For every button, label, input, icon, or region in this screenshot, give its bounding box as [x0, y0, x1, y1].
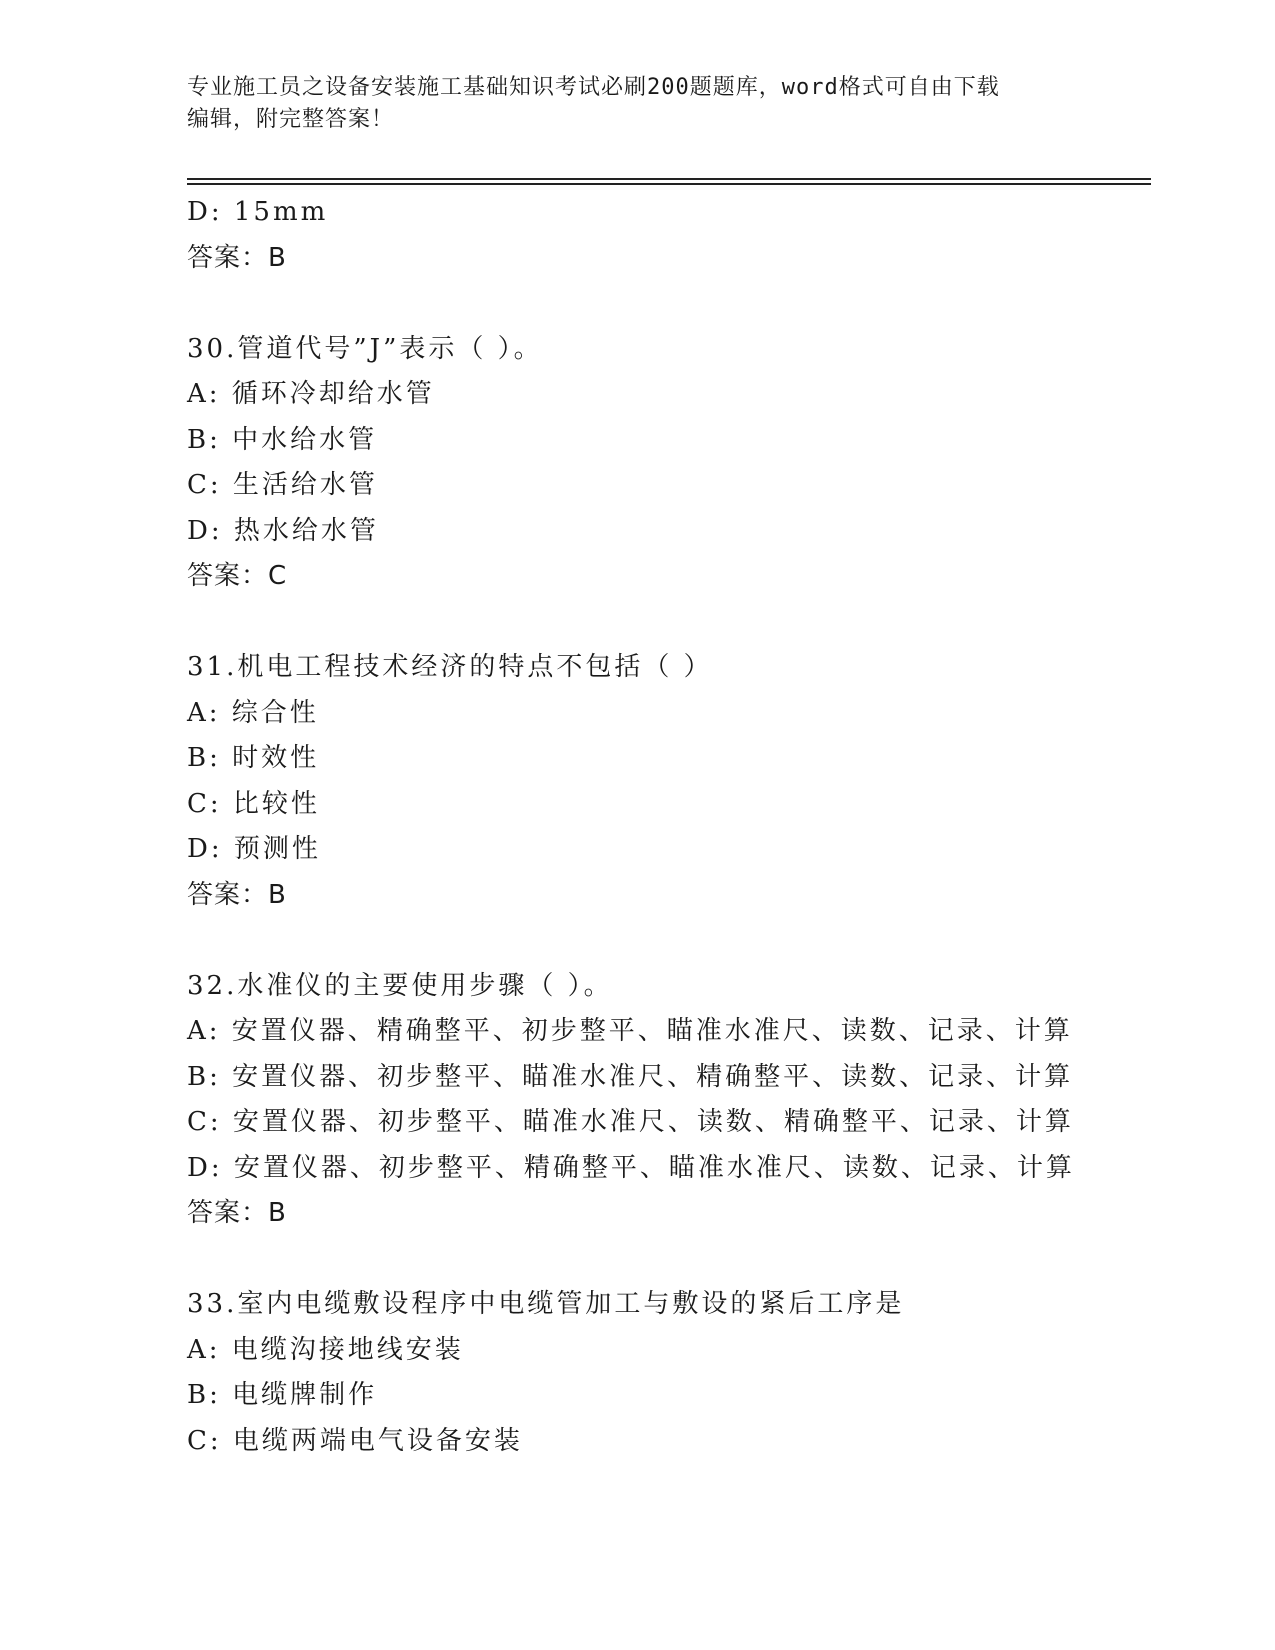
option-d: D: 15mm: [187, 197, 329, 227]
option-b: B: 中水给水管: [187, 424, 378, 455]
spacer: [187, 1237, 1147, 1283]
option-c: C: 生活给水管: [187, 470, 378, 500]
answer: 答案：B: [187, 879, 287, 910]
spacer: [187, 281, 1147, 327]
question-32: [187, 964, 1147, 1237]
option-a: A: 循环冷却给水管: [187, 379, 435, 409]
question-text: 31.机电工程技术经济的特点不包括（ ）: [187, 652, 713, 682]
answer: 答案：B: [187, 1198, 287, 1228]
header-title-line-1: 专业施工员之设备安装施工基础知识考试必刷200题题库，word格式可自由下载: [187, 75, 1000, 100]
option-b: B: 电缆牌制作: [187, 1380, 378, 1410]
header-divider-bottom: [187, 183, 1151, 185]
option-a: A: 安置仪器、精确整平、初步整平、瞄准水准尺、读数、记录、计算: [187, 1016, 1073, 1046]
option-c: C: 比较性: [187, 788, 320, 819]
question-text: 33.室内电缆敷设程序中电缆管加工与敷设的紧后工序是: [187, 1289, 905, 1319]
option-b: B: 安置仪器、初步整平、瞄准水准尺、精确整平、读数、记录、计算: [187, 1061, 1074, 1092]
question-30: [187, 327, 1147, 600]
question-text: 32.水准仪的主要使用步骤（ ）。: [187, 970, 613, 1001]
option-d: D: 安置仪器、初步整平、精确整平、瞄准水准尺、读数、记录、计算: [187, 1152, 1075, 1183]
spacer: [187, 918, 1147, 964]
question-33: [187, 1282, 1147, 1464]
answer: 答案：C: [187, 561, 288, 591]
answer: 答案：B: [187, 242, 287, 273]
header-divider-top: [187, 178, 1151, 180]
header-title-line-2: 编辑，附完整答案！: [187, 107, 395, 132]
document-header: [187, 72, 1087, 136]
question-list: [187, 190, 1147, 1464]
question-text: 30.管道代号”J”表示（ ）。: [187, 333, 543, 364]
option-d: D: 热水给水管: [187, 515, 379, 546]
option-c: C: 电缆两端电气设备安装: [187, 1425, 523, 1456]
question-31: [187, 645, 1147, 918]
option-c: C: 安置仪器、初步整平、瞄准水准尺、读数、精确整平、记录、计算: [187, 1107, 1074, 1137]
option-b: B: 时效性: [187, 743, 320, 773]
option-a: A: 电缆沟接地线安装: [187, 1334, 464, 1365]
option-d: D: 预测性: [187, 834, 321, 864]
option-a: A: 综合性: [187, 697, 319, 728]
spacer: [187, 600, 1147, 646]
